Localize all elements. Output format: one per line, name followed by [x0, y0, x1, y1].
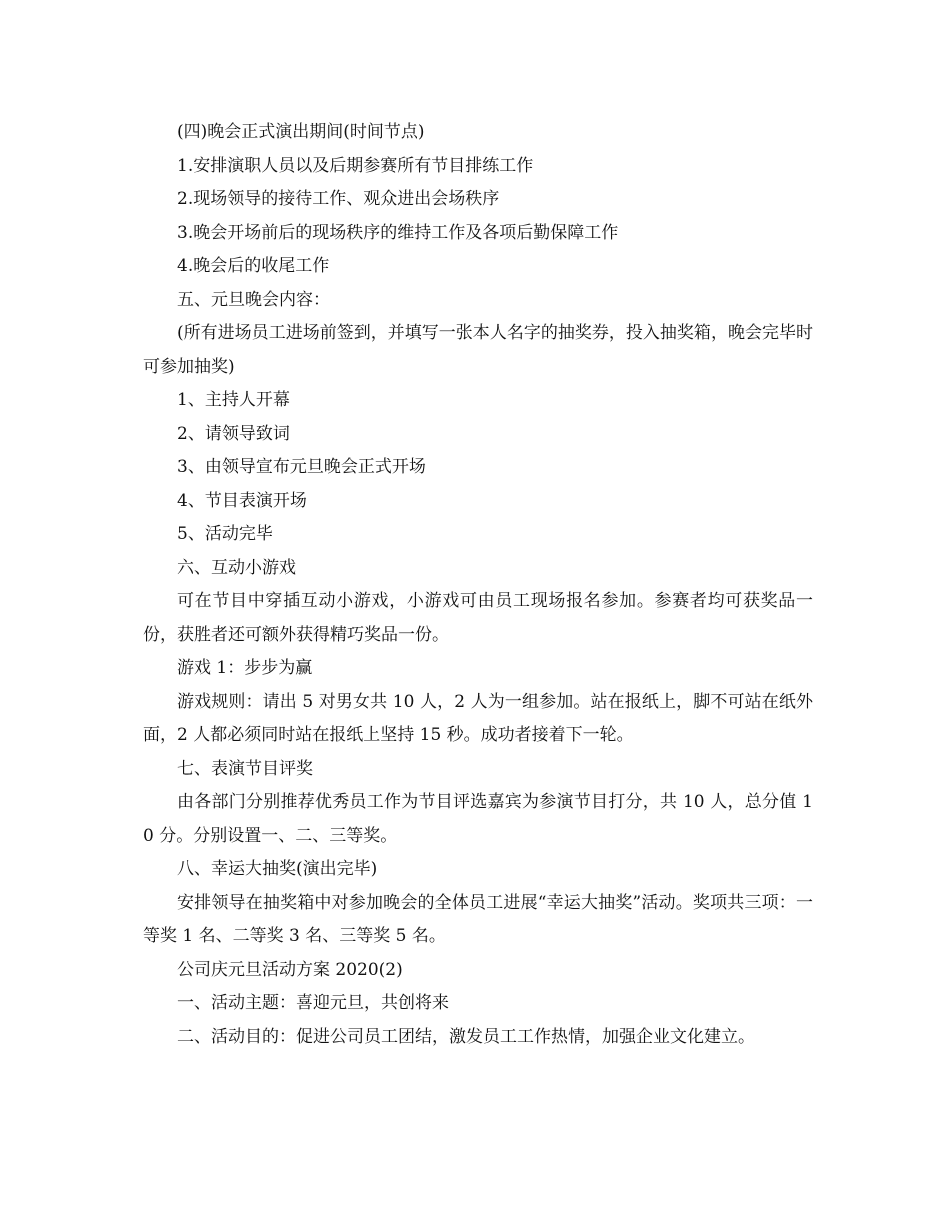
body-paragraph: 由各部门分别推荐优秀员工作为节目评选嘉宾为参演节目打分，共 10 人，总分值 10 分。分别设置一、二、三等奖。	[143, 792, 813, 846]
list-item: 4.晚会后的收尾工作	[177, 256, 330, 276]
section-heading-6: 六、互动小游戏	[177, 557, 296, 578]
list-item: 1.安排演职人员以及后期参赛所有节目排练工作	[177, 155, 534, 176]
game-title: 游戏 1：步步为赢	[177, 658, 313, 678]
section-heading-1: 一、活动主题：喜迎元旦，共创将来	[177, 993, 449, 1013]
list-item: 3、由领导宣布元旦晚会正式开场	[177, 457, 426, 477]
body-paragraph: 游戏规则：请出 5 对男女共 10 人，2 人为一组参加。站在报纸上，脚不可站在纸外面，2 人都必须同时站在报纸上坚持 15 秒。成功者接着下一轮。	[143, 691, 813, 745]
list-item: 4、节目表演开场	[177, 490, 307, 511]
list-item: 3.晚会开场前后的现场秩序的维持工作及各项后勤保障工作	[177, 222, 619, 243]
section-heading-5: 五、元旦晚会内容：	[177, 289, 330, 310]
section-heading-7: 七、表演节目评奖	[177, 758, 313, 779]
list-item: 5、活动完毕	[177, 524, 273, 544]
section-heading-4: (四)晚会正式演出期间(时间节点)	[177, 122, 425, 142]
body-paragraph: 安排领导在抽奖箱中对参加晚会的全体员工进展“幸运大抽奖”活动。奖项共三项：一等奖 1 名、二等奖 3 名、三等奖 5 名。	[143, 892, 813, 946]
list-item: 2.现场领导的接待工作、观众进出会场秩序	[177, 189, 500, 209]
list-item: 1、主持人开幕	[177, 390, 290, 410]
section-heading-2: 二、活动目的：促进公司员工团结，激发员工工作热情，加强企业文化建立。	[177, 1026, 755, 1047]
document-body	[143, 116, 813, 1054]
document-title: 公司庆元旦活动方案 2020(2)	[177, 959, 403, 980]
section-heading-8: 八、幸运大抽奖(演出完毕)	[177, 859, 378, 879]
body-paragraph: 可在节目中穿插互动小游戏，小游戏可由员工现场报名参加。参赛者均可获奖品一份，获胜者还可额外获得精巧奖品一份。	[143, 591, 813, 645]
body-paragraph: (所有进场员工进场前签到，并填写一张本人名字的抽奖券，投入抽奖箱，晚会完毕时可参加抽奖)	[143, 323, 813, 377]
list-item: 2、请领导致词	[177, 423, 290, 444]
